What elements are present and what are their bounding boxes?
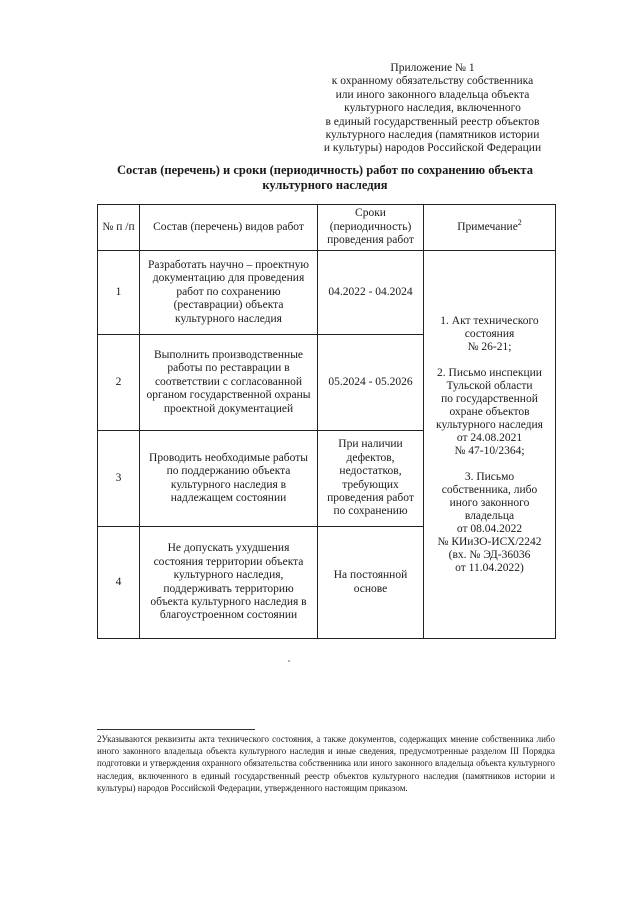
- title-line-2: культурного наследия: [262, 178, 388, 192]
- table-row: [98, 251, 556, 335]
- row-terms: 05.2024 - 05.2026: [318, 335, 424, 431]
- row-works: Проводить необходимые работы по поддержанию объекта культурного наследия в надлежащем состоянии: [140, 431, 318, 527]
- appendix-line: Приложение № 1: [390, 62, 475, 74]
- appendix-line: к охранному обязательству собственника: [331, 75, 534, 88]
- appendix-line: культурного наследия, включенного: [344, 102, 521, 115]
- note-line: по государственной: [441, 392, 538, 405]
- note-cell: [424, 251, 556, 639]
- row-terms: На постоянной основе: [318, 527, 424, 639]
- footnote-separator: [97, 729, 255, 730]
- appendix-line: и культуры) народов Российской Федерации: [323, 142, 542, 155]
- title-line-1: Состав (перечень) и сроки (периодичность) работ по сохранению объекта: [117, 163, 533, 177]
- document-title: [95, 163, 555, 193]
- note-item-3: [428, 471, 551, 575]
- note-line: Тульской области: [446, 379, 533, 392]
- row-works: Разработать научно – проектную документацию для проведения работ по сохранению (реставрации) объекта культурного наследия: [140, 251, 318, 335]
- note-line: собственника, либо: [441, 483, 538, 496]
- works-table: [97, 204, 556, 639]
- note-line: 2. Письмо инспекции: [437, 366, 542, 379]
- note-line: владельца: [464, 509, 515, 522]
- row-terms: При наличии дефектов, недостатков, требующих проведения работ по сохранению: [318, 431, 424, 527]
- note-line: от 08.04.2022: [456, 522, 523, 535]
- scan-dot: [288, 660, 290, 662]
- note-line: № КИиЗО-ИСХ/2242: [437, 535, 542, 548]
- note-line: (вх. № ЭД-36036: [448, 548, 531, 561]
- header-terms: Сроки (периодичность) проведения работ: [318, 205, 424, 251]
- note-line: от 24.08.2021: [456, 431, 523, 444]
- note-line: культурного наследия: [436, 418, 543, 431]
- note-line: № 47-10/2364;: [454, 444, 525, 457]
- footnote-mark: 2: [517, 217, 522, 227]
- header-note: [424, 205, 556, 251]
- appendix-line: в единый государственный реестр объектов: [325, 115, 540, 128]
- row-number: 1: [98, 251, 140, 335]
- note-line: № 26-21;: [467, 340, 512, 353]
- row-works: Не допускать ухудшения состояния территории объекта культурного наследия, поддерживать территорию объекта культурного наследия в благоустроенном состоянии: [140, 527, 318, 639]
- header-works: Состав (перечень) видов работ: [140, 205, 318, 251]
- row-number: 2: [98, 335, 140, 431]
- note-item-1: [428, 315, 551, 354]
- note-item-2: [428, 367, 551, 458]
- note-line: иного законного: [449, 496, 530, 509]
- header-note-label: Примечание: [457, 220, 518, 233]
- header-number: № п /п: [98, 205, 140, 251]
- row-number: 3: [98, 431, 140, 527]
- table-header-row: [98, 205, 556, 251]
- row-number: 4: [98, 527, 140, 639]
- note-line: охране объектов: [449, 405, 530, 418]
- note-line: 1. Акт технического: [440, 314, 539, 327]
- appendix-line: культурного наследия (памятников истории: [325, 129, 540, 142]
- note-line: состояния: [464, 327, 515, 340]
- appendix-header: [300, 62, 565, 156]
- appendix-line: или иного законного владельца объекта: [335, 88, 530, 101]
- note-line: 3. Письмо: [464, 470, 515, 483]
- row-terms: 04.2022 - 04.2024: [318, 251, 424, 335]
- row-works: Выполнить производственные работы по реставрации в соответствии с согласованной органом государственной охраны проектной документацией: [140, 335, 318, 431]
- footnote-text: 2Указываются реквизиты акта технического состояния, а также документов, содержащих мнение собственника либо иного законного владельца объекта культурного наследия и иные сведения, предусмотренные разделом III Порядка подготовки и утверждения охранного обязательства собственника или иного законного владельца объекта культурного наследия, включенного в единый государственный реестр объектов культурного наследия (памятников истории и культуры) народов Российской Федерации, утвержденного настоящим приказом.: [97, 734, 555, 793]
- note-line: от 11.04.2022): [455, 561, 524, 574]
